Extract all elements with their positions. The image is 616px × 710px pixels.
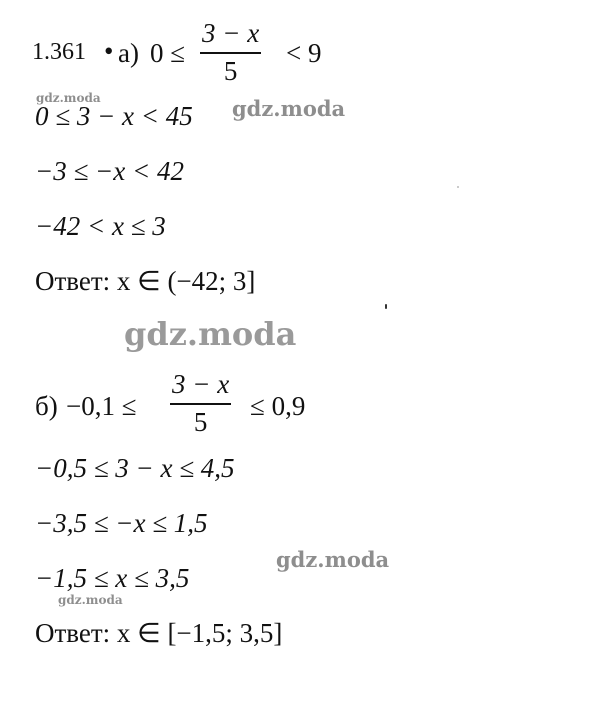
part-a-step-2: −3 ≤ −x < 42 bbox=[35, 156, 184, 186]
part-b-answer: Ответ: x ∈ [−1,5; 3,5] bbox=[35, 618, 283, 648]
part-b-step-1: −0,5 ≤ 3 − x ≤ 4,5 bbox=[35, 453, 235, 483]
part-b-fraction bbox=[170, 371, 231, 436]
watermark-logo: gdz.moda bbox=[58, 593, 123, 607]
part-a-step-3: −42 < x ≤ 3 bbox=[35, 211, 166, 241]
speck-mark bbox=[457, 186, 459, 188]
watermark-logo: gdz.moda bbox=[36, 91, 101, 105]
watermark-logo: gdz.moda bbox=[276, 547, 390, 572]
part-a-label: а) bbox=[118, 38, 139, 68]
part-b-numerator: 3 − x bbox=[172, 369, 230, 399]
part-a-step-1: 0 ≤ 3 − x < 45 bbox=[35, 101, 193, 131]
part-b-right: ≤ 0,9 bbox=[250, 391, 306, 421]
part-b-step-2: −3,5 ≤ −x ≤ 1,5 bbox=[35, 508, 208, 538]
part-a-answer: Ответ: x ∈ (−42; 3] bbox=[35, 266, 256, 296]
part-a-denominator: 5 bbox=[223, 56, 238, 86]
part-b-label: б) bbox=[35, 391, 58, 421]
bullet-dot: • bbox=[104, 36, 114, 66]
watermark-logo: gdz.moda bbox=[232, 96, 346, 121]
part-a-fraction bbox=[200, 20, 261, 85]
part-b-left: −0,1 ≤ bbox=[66, 391, 137, 421]
part-a-left: 0 ≤ bbox=[150, 38, 186, 68]
watermark-logo: gdz.moda bbox=[124, 315, 297, 353]
fraction-bar bbox=[200, 52, 261, 54]
part-b-step-3: −1,5 ≤ x ≤ 3,5 bbox=[35, 563, 190, 593]
part-a-right: < 9 bbox=[286, 38, 322, 68]
fraction-bar bbox=[170, 403, 231, 405]
speck-mark bbox=[385, 304, 387, 309]
part-a-numerator: 3 − x bbox=[202, 18, 260, 48]
part-b-denominator: 5 bbox=[193, 407, 208, 437]
problem-number: 1.361 bbox=[32, 39, 86, 65]
